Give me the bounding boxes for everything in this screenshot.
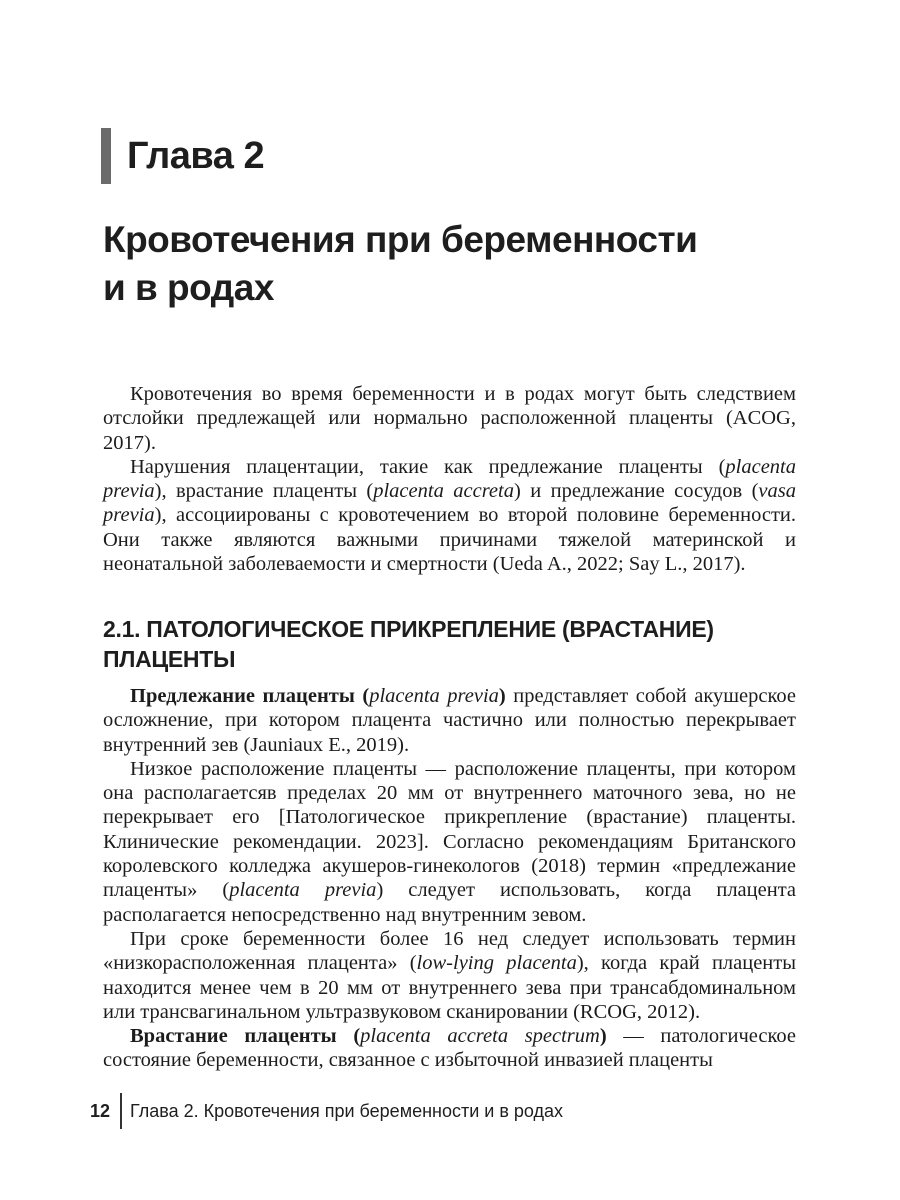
intro-paragraph-2: Нарушения плацентации, такие как предлежание плаценты (placenta previa), врастание плаценты (placenta accreta) и предлежание сосудов (vasa previa), ассоциированы с кровотечением во второй половине беременности. Они также являются важными причинами тяжелой материнской и неонатальной заболеваемости и смертности (Ueda A., 2022; Say L., 2017). bbox=[103, 455, 796, 576]
section-paragraph-2: Низкое расположение плаценты — расположение плаценты, при котором она располагаетсяв пределах 20 мм от внутреннего маточного зева, но не перекрывает его [Патологическое прикрепление (врастание) плаценты. Клинические рекомендации. 2023]. Согласно рекомендациям Британского королевского колледжа акушеров-гинекологов (2018) термин «предлежание плаценты» (placenta previa) следует использовать, когда плацента располагается непосредственно над внутренним зевом. bbox=[103, 757, 797, 926]
footer-divider bbox=[120, 1093, 122, 1129]
section-paragraph-4: Врастание плаценты (placenta accreta spectrum) — патологическое состояние беременности, связанное с избыточной инвазией плаценты bbox=[103, 1025, 797, 1072]
chapter-title bbox=[103, 216, 803, 312]
page-number: 12 bbox=[90, 1100, 111, 1121]
chapter-marker-bar bbox=[101, 128, 111, 184]
chapter-label: Глава 2 bbox=[127, 134, 265, 177]
intro-text bbox=[103, 382, 796, 576]
section-title bbox=[103, 614, 803, 674]
section-paragraph-3: При сроке беременности более 16 нед следует использовать термин «низкорасположенная плацента» (low-lying placenta), когда край плаценты находится менее чем в 20 мм от внутреннего зева при трансабдоминальном или трансвагинальном ультразвуковом сканировании (RCOG, 2012). bbox=[103, 927, 797, 1023]
page-footer bbox=[90, 1093, 563, 1129]
section-paragraph-1: Предлежание плаценты (placenta previa) представляет собой акушерское осложнение, при котором плацента частично или полностью перекрывает внутренний зев (Jauniaux E., 2019). bbox=[103, 685, 797, 756]
section-text bbox=[103, 684, 796, 1073]
intro-paragraph-1: Кровотечения во время беременности и в родах могут быть следствием отслойки предлежащей или нормально расположенной плаценты (ACOG, 2017). bbox=[103, 383, 796, 454]
chapter-title-line1: Кровотечения при беременности bbox=[103, 219, 698, 260]
chapter-title-line2: и в родах bbox=[103, 267, 274, 308]
section-title-line2: ПЛАЦЕНТЫ bbox=[103, 646, 236, 672]
section-title-line1: 2.1. ПАТОЛОГИЧЕСКОЕ ПРИКРЕПЛЕНИЕ (ВРАСТАНИЕ) bbox=[103, 616, 714, 642]
chapter-heading bbox=[101, 128, 264, 184]
running-head: Глава 2. Кровотечения при беременности и в родах bbox=[130, 1100, 564, 1121]
